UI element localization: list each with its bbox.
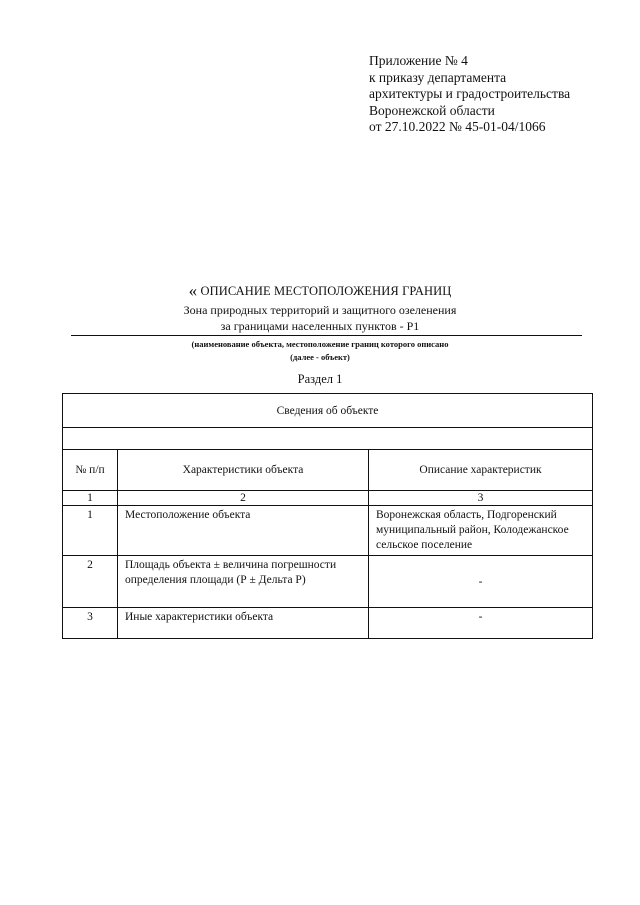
row-description: - — [369, 556, 593, 608]
row-number: 2 — [63, 556, 118, 608]
title-quote-mark: « — [188, 281, 198, 300]
underline-divider — [71, 335, 582, 336]
appendix-line: к приказу департамента — [369, 69, 507, 85]
object-name-line-2: за границами населенных пунктов - Р1 — [220, 319, 420, 333]
caption-line-1: (наименование объекта, местоположение границ которого описано — [191, 339, 449, 349]
table-empty-cell — [63, 428, 593, 450]
table-empty-row — [63, 428, 593, 450]
header-number: № п/п — [63, 450, 118, 491]
index-cell: 2 — [118, 491, 369, 506]
appendix-line: архитектуры и градостроительства — [369, 86, 571, 101]
section-heading: Раздел 1 — [297, 372, 343, 386]
table-row — [63, 556, 593, 608]
table-caption-row — [63, 394, 593, 428]
table-header-row — [63, 450, 593, 491]
object-name-caption — [0, 338, 640, 364]
object-name — [0, 302, 640, 334]
row-characteristic: Площадь объекта ± величина погрешности определения площади (Р ± Дельта Р) — [118, 556, 369, 608]
row-number: 3 — [63, 608, 118, 639]
index-cell: 3 — [369, 491, 593, 506]
header-characteristic: Характеристики объекта — [118, 450, 369, 491]
appendix-header — [369, 53, 570, 136]
caption-line-2: (далее - объект) — [290, 352, 350, 362]
table-row — [63, 608, 593, 639]
header-description: Описание характеристик — [369, 450, 593, 491]
table-index-row — [63, 491, 593, 506]
object-name-line-1: Зона природных территорий и защитного озеленения — [183, 303, 457, 317]
title-text: ОПИСАНИЕ МЕСТОПОЛОЖЕНИЯ ГРАНИЦ — [200, 284, 452, 298]
index-cell: 1 — [63, 491, 118, 506]
table-row — [63, 506, 593, 556]
table-caption: Сведения об объекте — [63, 394, 593, 428]
row-characteristic: Местоположение объекта — [118, 506, 369, 556]
appendix-line: Приложение № 4 — [369, 53, 468, 68]
object-info-table — [62, 393, 593, 639]
row-description: - — [369, 608, 593, 639]
row-characteristic: Иные характеристики объекта — [118, 608, 369, 639]
row-description: Воронежская область, Подгоренский муниципальный район, Колодежанское сельское поселение — [369, 506, 593, 556]
appendix-line: от 27.10.2022 № 45-01-04/1066 — [369, 119, 546, 134]
document-title — [0, 281, 640, 301]
appendix-line: Воронежской области — [369, 102, 495, 118]
row-number: 1 — [63, 506, 118, 556]
